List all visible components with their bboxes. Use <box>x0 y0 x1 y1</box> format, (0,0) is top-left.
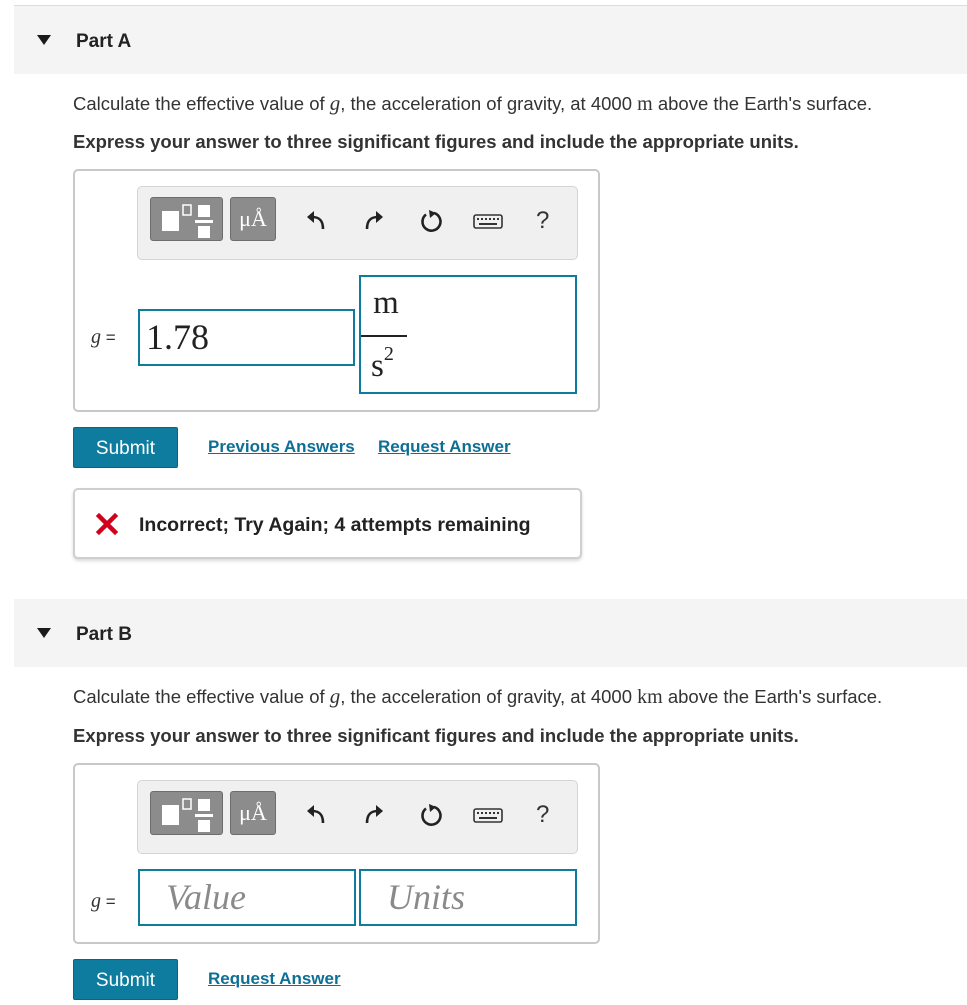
value-input[interactable]: 1.78 <box>138 309 355 366</box>
reset-icon[interactable] <box>417 801 445 829</box>
part-b-answer-box <box>73 763 600 944</box>
redo-icon[interactable] <box>359 207 387 235</box>
part-a-submit-button[interactable]: Submit <box>73 427 178 468</box>
part-b-header[interactable] <box>14 599 967 667</box>
part-b-request-answer-link[interactable]: Request Answer <box>208 969 341 988</box>
math-toolbar <box>137 186 578 260</box>
undo-icon[interactable] <box>303 801 331 829</box>
templates-button[interactable] <box>150 197 223 241</box>
help-button[interactable]: ? <box>536 801 550 828</box>
unit-numerator: m <box>373 285 399 321</box>
keyboard-icon[interactable] <box>472 801 504 829</box>
feedback-message: Incorrect; Try Again; 4 attempts remaining <box>139 514 531 536</box>
part-a-request-answer-link[interactable]: Request Answer <box>378 437 511 456</box>
g-variable-label: g = <box>91 890 116 912</box>
part-a-question: Calculate the effective value of g, the acceleration of gravity, at 4000 m above the Earth's surface. <box>73 91 873 115</box>
units-input[interactable]: Units <box>359 869 577 926</box>
part-b-title: Part B <box>76 624 132 645</box>
math-toolbar <box>137 780 578 854</box>
redo-icon[interactable] <box>359 801 387 829</box>
part-b-instruction: Express your answer to three significant figures and include the appropriate units. <box>73 725 799 746</box>
fraction-template-icon <box>151 792 224 836</box>
part-a-title: Part A <box>76 31 132 52</box>
templates-button[interactable] <box>150 791 223 835</box>
unit-denominator: $s^2$ <box>371 343 394 384</box>
undo-icon[interactable] <box>303 207 331 235</box>
feedback-box <box>73 488 582 559</box>
previous-answers-link[interactable]: Previous Answers <box>208 437 355 456</box>
part-a-answer-box <box>73 169 600 412</box>
collapse-caret-icon[interactable] <box>37 35 51 45</box>
part-b-submit-button[interactable]: Submit <box>73 959 178 1000</box>
incorrect-x-icon <box>95 512 119 536</box>
reset-icon[interactable] <box>417 207 445 235</box>
value-input[interactable]: Value <box>138 869 356 926</box>
fraction-bar <box>361 335 407 337</box>
keyboard-icon[interactable] <box>472 207 504 235</box>
units-symbols-button[interactable]: μÅ <box>230 197 276 241</box>
collapse-caret-icon[interactable] <box>37 628 51 638</box>
units-input[interactable] <box>359 275 577 394</box>
g-variable-label: g = <box>91 326 116 348</box>
fraction-template-icon <box>151 198 224 242</box>
part-b-question: Calculate the effective value of g, the acceleration of gravity, at 4000 km above the Earth's surface. <box>73 684 883 708</box>
help-button[interactable]: ? <box>536 207 550 234</box>
part-a-instruction: Express your answer to three significant figures and include the appropriate units. <box>73 131 799 152</box>
part-a-header[interactable] <box>14 6 967 74</box>
units-symbols-button[interactable]: μÅ <box>230 791 276 835</box>
